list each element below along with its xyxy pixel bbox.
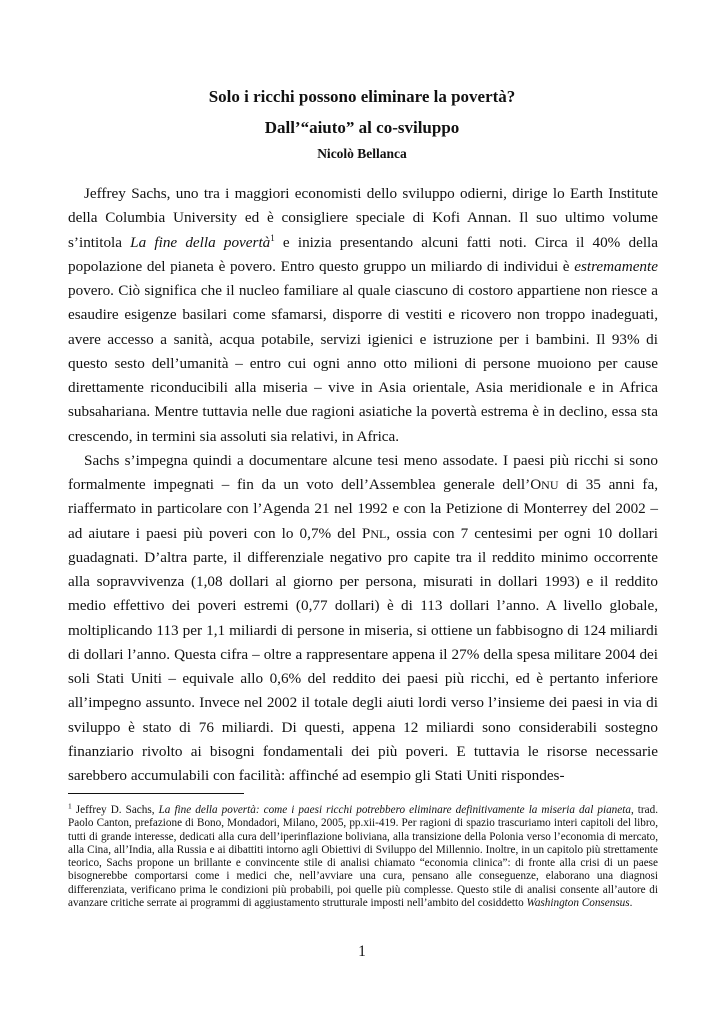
footnote-number: 1 — [68, 801, 72, 811]
footnote-reference[interactable]: 1 — [270, 232, 275, 243]
footnote-1 — [68, 801, 658, 910]
footnote-author: Jeffrey D. Sachs, — [71, 804, 159, 816]
title-line-1: Solo i ricchi possono eliminare la povertà? — [208, 87, 516, 106]
body-text — [68, 182, 658, 788]
p1-book-title: La fine della povertà — [130, 233, 271, 251]
title-line-2: Dall’“aiuto” al co-sviluppo — [264, 118, 460, 137]
p2-onu-smallcaps: NU — [541, 478, 559, 492]
p2-text-1: Sachs s’impegna quindi a documentare alcune tesi meno assodate. I paesi più ricchi si sono formalmente impegnati – fin da un voto dell’Assemblea generale dell’O — [68, 451, 658, 493]
p1-text-2: e inizia presentando alcuni fatti noti. Circa il 40% della popolazione del pianeta è povero. Entro questo gruppo un miliardo di individui è — [68, 233, 658, 275]
p1-emphasis: estremamente — [574, 257, 658, 275]
footnote-book-title: La fine della povertà: come i paesi ricchi potrebbero eliminare definitivamente la miseria dal pianeta — [158, 804, 631, 816]
footnote-term: Washington Consensus — [526, 896, 630, 909]
author-name: Nicolò Bellanca — [317, 146, 407, 161]
p2-pnl-smallcaps: NL — [370, 526, 387, 541]
p2-text-2: di 35 anni fa, riaffermato in particolare con l’Agenda 21 nel 1992 e con la Petizione di Monterrey del 2002 – ad aiutare i paesi più poveri con lo 0,7% del P — [68, 476, 658, 542]
p1-text-1: Jeffrey Sachs, uno tra i maggiori economisti dello sviluppo odierni, dirige lo Earth Institute della Columbia University ed è consigliere speciale di Kofi Annan. Il suo ultimo volume s’intitola — [68, 185, 658, 251]
paragraph-2 — [68, 449, 658, 789]
footnote-separator — [68, 793, 244, 794]
paragraph-1 — [68, 182, 658, 449]
page-number: 1 — [358, 943, 366, 960]
footnote-end: . — [629, 896, 633, 909]
p2-text-3: , ossia con 7 centesimi per ogni 10 dollari guadagnati. D’altra parte, il differenziale negativo pro capite tra il reddito minimo occorrente alla sopravvivenza (1,08 dollari al giorno per persona, misurati in dollari 1993) e il reddito medio effettivo dei poveri estremi (0,77 dollari) è di 113 dollari l’anno. A livello globale, moltiplicando 113 per 1,1 miliardi di persone in miseria, si ottiene un fabbisogno di 124 miliardi di dollari l’anno. Questa cifra – oltre a rappresentare appena il 27% della spesa militare 2004 dei soli Stati Uniti – equivale allo 0,6% del reddito dei paesi più ricchi, ed è pertanto inferiore all’impegno assunto. Invece nel 2002 il totale degli aiuti lordi verso l’insieme dei paesi in via di sviluppo è stato di 76 miliardi. Di questi, appena 12 miliardi sono considerabili sostegno finanziario rivolto ai bisogni fondamentali dei più poveri. E tuttavia le risorse necessarie sarebbero accumulabili con facilità: affinché ad esempio gli Stati Uniti rispondes- — [68, 524, 658, 784]
p1-text-3: povero. Ciò significa che il nucleo familiare al quale ciascuno di costoro appartiene non riesce a esaudire esigenze basilari come sfamarsi, disporre di vestiti e ricovero non troppo inadeguati, avere accesso a sanità, acqua potabile, servizi igienici e istruzione per i bambini. Il 93% di questo sesto dell’umanità – entro cui ogni anno otto milioni di persone muoiono per cause direttamente riconducibili alla miseria – vive in Asia orientale, Asia meridionale e in Africa subsahariana. Mentre tuttavia nelle due ragioni asiatiche la povertà estrema è in declino, essa sta crescendo, in termini sia assoluti sia relativi, in Africa. — [68, 282, 658, 445]
footnote-text: , trad. Paolo Canton, prefazione di Bono, Mondadori, Milano, 2005, pp.xii-419. Per ragioni di spazio trascuriamo interi capitoli del libro, tutti di grande interesse, dedicati alla cura dell’iperinflazione boliviana, alla transizione della Polonia verso l’economia di mercato, alla Cina, all’India, alla Russia e ai dibattiti intorno agli Obiettivi di Sviluppo del Millennio. Inoltre, in un capitolo più strettamente teorico, Sachs propone un brillante e convincente stile di analisi chiamato “economia clinica”: di fronte alla crisi di un paese bisognerebbe comportarsi come i medici che, nell’avviare una cura, pensano alle conseguenze, elaborano una diagnosi differenziata, verificano prima le condizioni più probabili, poi quelle più complesse. Questo stile di analisi consente all’autore di avanzare critiche serrate ai programmi di aggiustamento strutturale imposti nell’ambito del cosiddetto — [68, 804, 658, 909]
